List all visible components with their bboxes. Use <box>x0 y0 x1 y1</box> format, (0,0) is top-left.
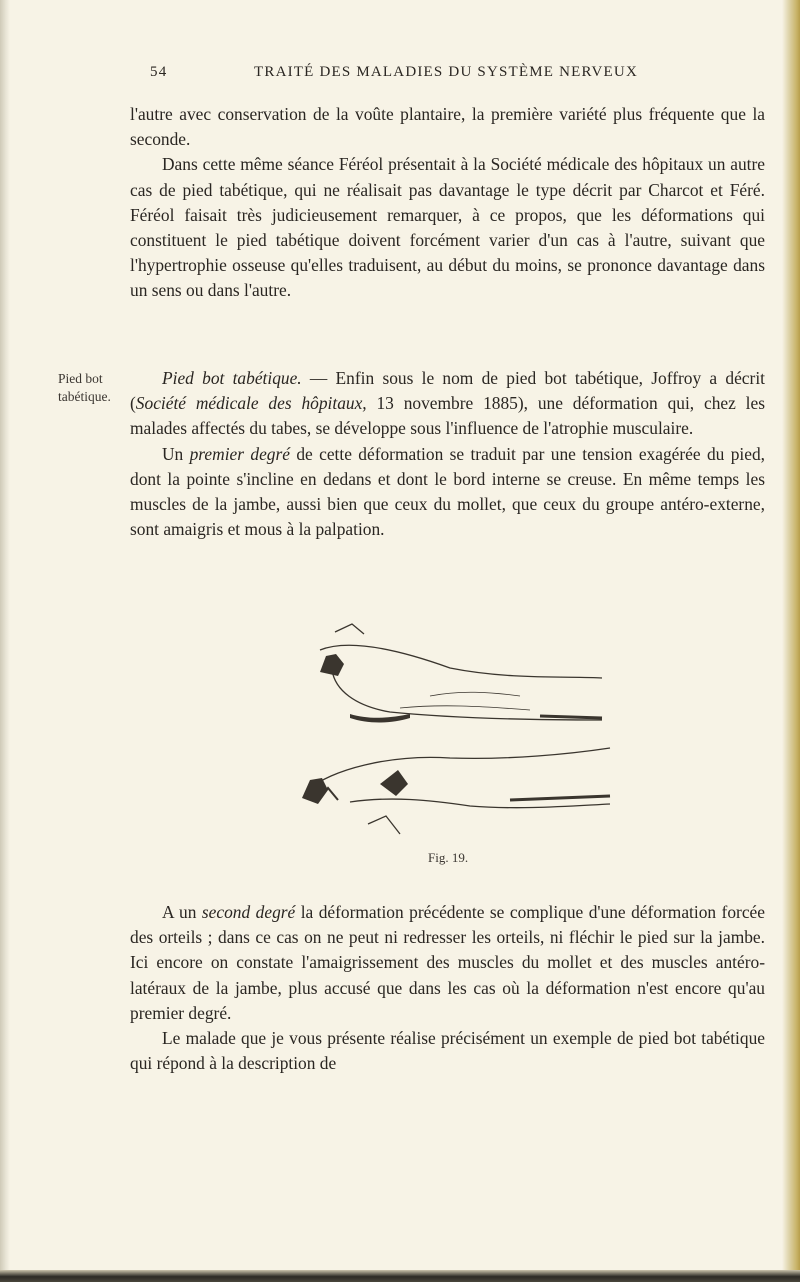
upper-foot-toes <box>320 654 344 676</box>
upper-foot-shading <box>400 706 530 710</box>
paragraph: Le malade que je vous présente réalise précisément un exemple de pied bot tabétique qui répond à la description de <box>130 1028 765 1074</box>
paragraph-text: de cette déformation se traduit par une tension exagérée du pied, dont la pointe s'incline en dedans et dont le bord interne se creuse. En même temps les muscles de la jambe, aussi bien que ceux du mollet, que ceux du groupe antéro-externe, sont amaigris et mous à la palpation. <box>130 443 765 540</box>
paragraph-text: — Enfin sous le nom de pied bot tabétique, Joffroy a décrit ( <box>130 368 765 414</box>
lower-foot-outline <box>308 748 610 790</box>
paragraph <box>130 900 765 1026</box>
text-block-top <box>130 102 765 304</box>
text-block-middle <box>130 366 765 542</box>
running-title: TRAITÉ DES MALADIES DU SYSTÈME NERVEUX <box>254 64 638 80</box>
page-number: 54 <box>150 64 168 80</box>
upper-foot-outline <box>335 624 364 634</box>
paragraph-text: A un <box>162 902 202 922</box>
emphasis-term: second degré <box>201 902 296 922</box>
margin-note-line: Pied bot <box>58 371 103 386</box>
paragraph-text: Un <box>162 443 190 464</box>
paragraph: l'autre avec conservation de la voûte plantaire, la première variété plus fréquente que la seconde. <box>130 104 765 150</box>
upper-foot-shadow <box>350 714 410 723</box>
lower-foot-shading <box>510 796 610 800</box>
page-left-edge <box>0 0 10 1282</box>
figure-caption: Fig. 19. <box>428 850 469 865</box>
lower-foot-outline <box>368 816 400 834</box>
running-header <box>150 64 750 88</box>
upper-foot-outline <box>320 645 602 678</box>
lower-foot-toes <box>302 778 328 804</box>
page-bottom-edge <box>0 1270 800 1282</box>
lower-foot-toes <box>380 770 408 796</box>
text-block-bottom <box>130 900 765 1076</box>
margin-note-line: tabétique. <box>58 389 111 404</box>
page-right-edge <box>782 0 800 1282</box>
paragraph: Dans cette même séance Féréol présentait à la Société médicale des hôpitaux un autre cas de pied tabétique, qui ne réalisait pas davantage le type décrit par Charcot et Féré. Féréol faisait très judicieusement remarquer, à ce propos, que les déformations qui constituent le pied tabétique doivent forcément varier d'un cas à l'autre, suivant que l'hypertrophie osseuse qu'elles traduisent, au début du moins, se prononce davantage dans un sens ou dans l'autre. <box>130 154 765 301</box>
paragraph-text: 13 novembre 1885), une déformation qui, chez les malades affectés du tabes, se développe sous l'influence de l'atrophie musculaire. <box>130 393 765 439</box>
paragraph <box>130 366 765 442</box>
lower-foot-outline <box>350 799 610 808</box>
upper-foot-shading <box>430 692 520 696</box>
upper-foot-shading <box>540 716 602 718</box>
foot-engraving-icon <box>280 620 630 848</box>
margin-note <box>58 370 130 406</box>
citation: Société médicale des hôpitaux, <box>135 393 367 414</box>
section-title: Pied bot tabétique. <box>162 368 302 388</box>
paragraph-text: la déformation précédente se complique d'une déformation forcée des orteils ; dans ce cas on ne peut ni redresser les orteils, ni fléchir le pied sur la jambe. Ici encore on constate l'amaigrissement des muscles du mollet et des muscles antéro-latéraux de la jambe, plus accusé que dans les cas où la déformation n'est encore qu'au premier degré. <box>130 902 765 1023</box>
paragraph <box>130 442 765 543</box>
emphasis-term: premier degré <box>189 443 290 464</box>
